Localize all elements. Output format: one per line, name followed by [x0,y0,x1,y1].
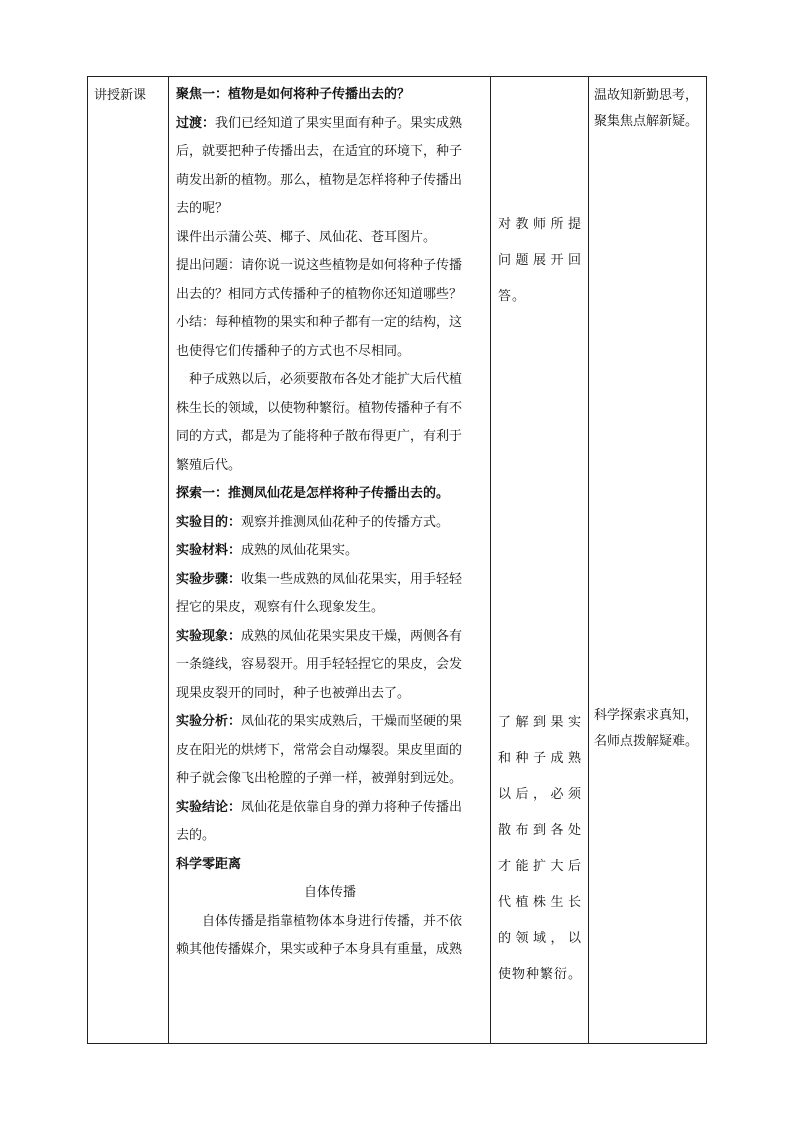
design-intent-cell [588,77,707,749]
paragraph-line: 种子成熟以后，必须要散布各处才能扩大后代植 [189,372,463,387]
material-label: 实验材料： [176,543,242,558]
question-line: 出去的？相同方式传播种子的植物你还知道哪些？ [176,286,463,302]
paragraph-line: 繁殖后代。 [176,457,242,473]
transition-line: 萌发出新的植物。那么，植物是怎样将种子传播出 [176,172,463,188]
phenomenon-line: 实验现象：成熟的凤仙花果实果皮干燥，两侧各有 [176,628,463,644]
phenomenon-line: 现果皮裂开的同时，种子也被弹出去了。 [176,685,411,701]
summary-line: 小结：每种植物的果实和种子都有一定的结构，这 [176,315,463,330]
column-divider [588,77,589,1043]
student-block-1: 对教师所提 问题展开回 答。 [498,217,582,304]
transition-line: 过渡：我们已经知道了果实里面有种子。果实成熟 [176,115,463,131]
column-divider [490,77,491,1043]
courseware-line: 课件出示蒲公英、椰子、凤仙花、苍耳图片。 [176,229,437,245]
intent-block-1: 温故知新勤思考， 聚集焦点解新疑。 [594,88,699,129]
analysis-label: 实验分析： [176,714,242,729]
self-title: 自体传播 [303,885,356,900]
stage-label: 讲授新课 [94,88,147,103]
steps-line: 捏它的果皮，观察有什么现象发生。 [176,600,385,615]
analysis-line: 种子就会像飞出枪膛的子弹一样，被弹射到远处。 [176,771,463,786]
student-block-2: 了解到果实 和种子成熟 以后，必须 散布到各处 才能扩大后 代植株生长 的领域，以 使物种繁衍。 [498,715,583,982]
conclusion-label: 实验结论： [176,799,242,815]
stage-cell [88,77,168,109]
lesson-table [87,76,707,1044]
paragraph-line: 同的方式，都是为了能将种子散布得更广，有利于 [176,429,463,444]
focus-heading: 聚焦一：植物是如何将种子传播出去的？ [176,87,411,102]
teacher-activity-cell [168,77,490,965]
steps-label: 实验步骤： [176,571,242,587]
conclusion-line: 去的。 [176,828,216,843]
explore-heading: 探索一：推测凤仙花是怎样将种子传播出去的。 [176,486,450,501]
transition-label: 过渡： [176,115,216,131]
self-line: 自体传播是指靠植物体本身进行传播，并不依 [202,913,463,929]
intent-block-2: 科学探索求真知， 名师点拨解疑难。 [594,708,699,749]
analysis-line: 皮在阳光的烘烤下，常常会自动爆裂。果皮里面的 [176,742,463,758]
question-line: 提出问题：请你说一说这些植物是如何将种子传播 [176,258,463,273]
phenomenon-line: 一条缝线，容易裂开。用手轻轻捏它的果皮，会发 [176,657,463,672]
self-line: 赖其他传播媒介，果实或种子本身具有重量，成熟 [176,942,463,957]
analysis-line: 实验分析：凤仙花的果实成熟后，干燥而坚硬的果 [176,714,463,729]
summary-line: 也使得它们传播种子的方式也不尽相同。 [176,343,411,359]
science-heading: 科学零距离 [176,856,242,872]
purpose-label: 实验目的： [176,514,242,530]
phenomenon-label: 实验现象： [176,628,242,644]
conclusion-line: 实验结论：凤仙花是依靠自身的弹力将种子传播出 [176,799,463,815]
transition-line: 后，就要把种子传播出去，在适宜的环境下，种子 [176,144,463,159]
transition-line: 去的呢？ [176,201,229,216]
purpose-line: 实验目的：观察并推测凤仙花种子的传播方式。 [176,514,450,530]
paragraph-line: 株生长的领域，以使物种繁衍。植物传播种子有不 [176,400,463,416]
steps-line: 实验步骤：收集一些成熟的凤仙花果实，用手轻轻 [176,571,463,587]
material-line: 实验材料：成熟的凤仙花果实。 [176,543,359,558]
